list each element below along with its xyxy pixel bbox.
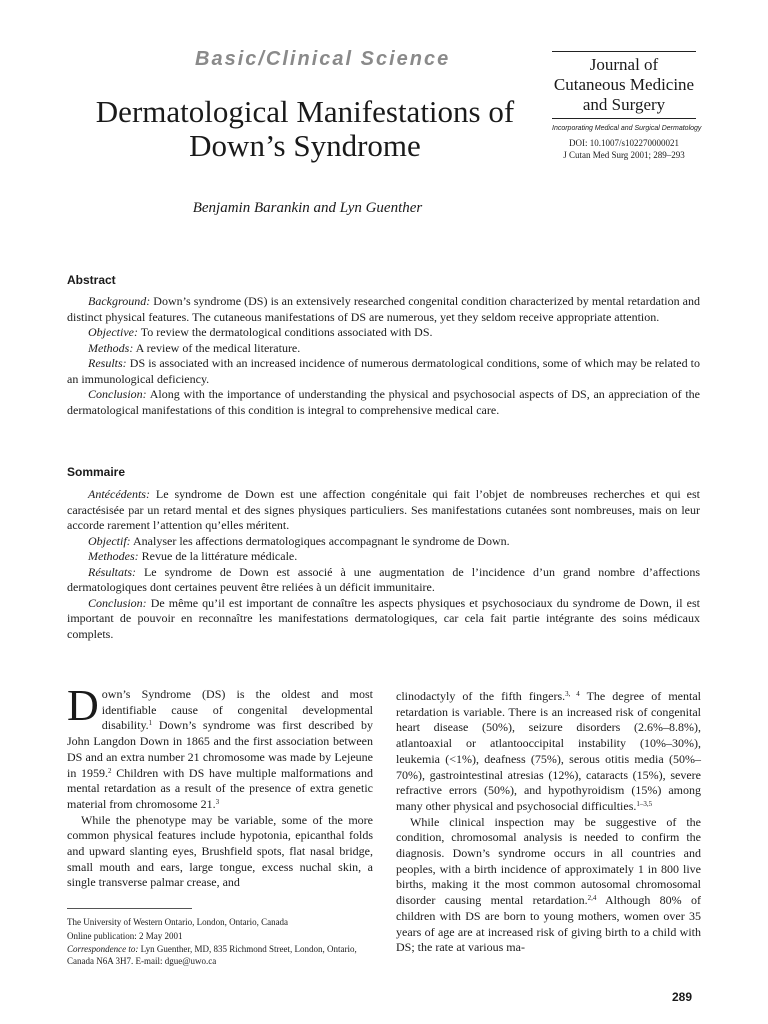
- citation-ref: 2: [108, 766, 112, 775]
- body-paragraph: [67, 681, 373, 813]
- abstract-conclusion: [67, 387, 700, 418]
- body-paragraph: [396, 815, 701, 956]
- journal-doi: [552, 137, 696, 161]
- body-paragraph: [396, 689, 701, 815]
- body-text: own’s Syndrome (DS) is the oldest and most identifiable cause of congenital developmental disability.: [101, 687, 373, 733]
- sommaire-label: Conclusion:: [88, 595, 147, 610]
- authors: Benjamin Barankin and Lyn Guenther: [192, 200, 423, 216]
- title-line-2: Down’s Syndrome: [189, 128, 421, 163]
- sommaire-antecedents: [67, 487, 700, 534]
- affiliation: The University of Western Ontario, London, Ontario, Canada: [67, 917, 289, 927]
- sommaire-text: Le syndrome de Down est une affection congénitale qui fait l’objet de nombreuses recherches et qui est caractésisée par un retard mental et des signes physiques particuliers. Ses manifestations cutanées sont nombreuses, mais on leur accorde rarement l’attention qu’elles méritent.: [67, 487, 700, 532]
- citation-ref: 2,4: [587, 894, 597, 903]
- journal-name-line-2: Cutaneous Medicine: [553, 75, 695, 94]
- abstract-background: [67, 294, 700, 325]
- journal-name-line-1: Journal of: [589, 55, 659, 74]
- sommaire-text: De même qu’il est important de connaître les aspects physiques et psychosociaux du syndrome de Down, il est important de pouvoir en reconnaître les manifestations dermatologiques, car cela fait partie intégrante des soins médicaux complets.: [67, 595, 700, 641]
- citation-ref: 3: [215, 797, 220, 806]
- correspondence-text: Lyn Guenther, MD, 835 Richmond Street, London, Ontario, Canada N6A 3H7. E-mail: dgue@uwo.ca: [67, 944, 357, 966]
- publication-date: Online publication: 2 May 2001: [67, 930, 183, 941]
- footnote-rule: [67, 908, 192, 909]
- abstract-label: Background:: [88, 294, 151, 308]
- sommaire-body: [67, 487, 700, 642]
- abstract-label: Methods:: [88, 340, 134, 355]
- abstract-text: Down’s syndrome (DS) is an extensively researched congenital condition characterized by mental retardation and distinct physical features. The cutaneous manifestations of DS are numerous, yet they seldom receive appropriate attention.: [67, 294, 700, 324]
- body-right-column: [396, 689, 701, 956]
- correspondence: [67, 944, 367, 967]
- correspondence-label: Correspondence to:: [67, 944, 139, 954]
- sommaire-objectif: [67, 534, 700, 550]
- body-text: Down’s syndrome was first described by John Langdon Down in 1865 and the first association between DS and an extra number 21 chromosome was made by Lejeune in 1959.: [67, 718, 373, 780]
- journal-subtitle: Incorporating Medical and Surgical Dermatology: [552, 125, 702, 132]
- abstract-body: [67, 294, 700, 418]
- title-line-1: Dermatological Manifestations of: [95, 94, 515, 129]
- sommaire-label: Methodes:: [88, 549, 139, 563]
- citation: J Cutan Med Surg 2001; 289–293: [563, 150, 685, 160]
- abstract-text: To review the dermatological conditions associated with DS.: [137, 325, 433, 339]
- citation-ref: 1–3,5: [636, 799, 653, 808]
- sommaire-conclusion: [67, 596, 700, 643]
- sommaire-label: Objectif:: [88, 533, 131, 548]
- sommaire-label: Résultats:: [88, 564, 136, 579]
- sommaire-methodes: [67, 549, 700, 565]
- body-text: clinodactyly of the fifth fingers.: [396, 689, 566, 703]
- abstract-text: Along with the importance of understanding the physical and psychosocial aspects of DS, an appreciation of the dermatological manifestations of this condition is integral to comprehensive medical care.: [67, 387, 700, 417]
- journal-name: [552, 52, 696, 118]
- citation-ref: 1: [148, 719, 153, 728]
- page-number: 289: [672, 990, 693, 1004]
- sommaire-text: Analyser les affections dermatologiques accompagnant le syndrome de Down.: [130, 533, 510, 548]
- drop-cap: D: [67, 681, 99, 730]
- body-paragraph: While the phenotype may be variable, some of the more common physical features include hypotonia, epicanthal folds and upward slanting eyes, Brushfield spots, flat nasal bridge, small mouth and ears, large tongue, excess nuchal skin, a single transverse palmar crease, and: [67, 812, 373, 890]
- sommaire-heading: Sommaire: [67, 465, 126, 479]
- section-label: Basic/Clinical Science: [195, 48, 451, 70]
- sommaire-text: Le syndrome de Down est associé à une augmentation de l’incidence d’un grand nombre d’affections dermatologiques dont certaines peuvent être reliées à un déficit immunitaire.: [67, 564, 700, 594]
- citation-ref: 3, 4: [565, 690, 580, 698]
- abstract-text: A review of the medical literature.: [133, 340, 301, 355]
- abstract-objective: [67, 325, 700, 341]
- body-text: Although 80% of children with DS are born to young mothers, women over 35 years of age are at increased risk of giving birth to a child with DS; the rate at various ma-: [396, 893, 701, 955]
- abstract-text: DS is associated with an increased incidence of numerous dermatological conditions, some of which may be related to an immunological deficiency.: [67, 356, 700, 386]
- body-text: Children with DS have multiple malformations and mental retardation as a result of the presence of extra genetic material from chromosome 21.: [67, 765, 373, 811]
- body-text: The degree of mental retardation is variable. There is an increased risk of congenital heart disease (50%), seizure disorders (2.6%–8.8%), atlantoaxial or atlantooccipital instability (10%–30%), leukemia (<1%), deafness (75%), serous otitis media (50%–70%), gastrointestinal atresias (12%), cataracts (15%), severe refractive errors (50%), and hypothyroidism (15%) among many other physical and psychosocial difficulties.: [396, 689, 702, 813]
- abstract-label: Objective:: [88, 325, 138, 339]
- journal-masthead: [552, 51, 702, 161]
- sommaire-label: Antécédents:: [88, 487, 150, 501]
- footnotes: [67, 917, 367, 969]
- article-title: [60, 95, 550, 163]
- sommaire-text: Revue de la littérature médicale.: [138, 549, 298, 563]
- doi: DOI: 10.1007/s102270000021: [569, 138, 679, 148]
- abstract-label: Results:: [88, 356, 127, 370]
- abstract-results: [67, 356, 700, 387]
- abstract-methods: [67, 341, 700, 357]
- body-text: While clinical inspection may be suggestive of the condition, chromosomal analysis is needed to confirm the diagnosis. Down’s syndrome occurs in all countries and peoples, with a birth incidence of approximately 1 in 800 live births, making it the most common autosomal chromosomal disorder causing mental retardation.: [396, 814, 701, 908]
- masthead-bottom-rule: [552, 118, 696, 119]
- sommaire-resultats: [67, 565, 700, 596]
- body-left-column: [67, 681, 373, 891]
- journal-name-line-3: and Surgery: [582, 95, 666, 114]
- abstract-label: Conclusion:: [88, 387, 147, 401]
- abstract-heading: Abstract: [67, 273, 116, 287]
